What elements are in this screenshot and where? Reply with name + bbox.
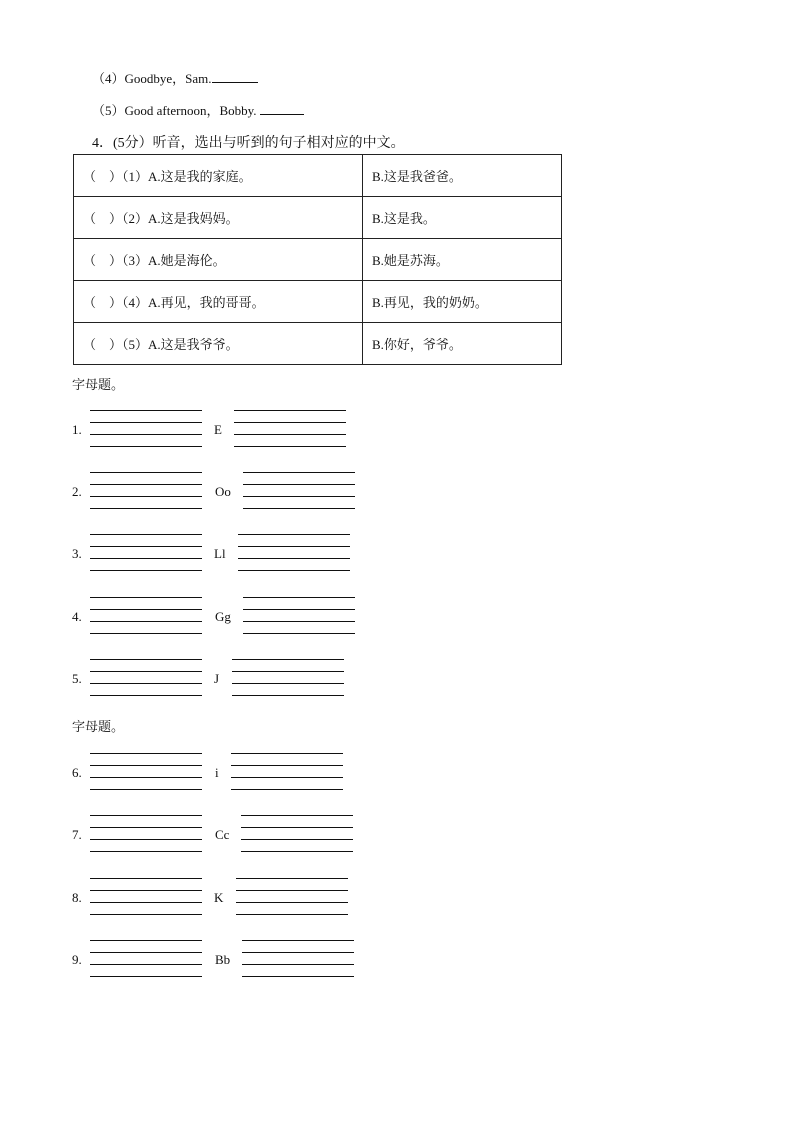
exercise-number: 8. bbox=[72, 890, 82, 905]
item-5 bbox=[92, 100, 304, 119]
letter-prompt: Bb bbox=[215, 952, 231, 967]
section-2-title: 字母题。 bbox=[72, 719, 125, 734]
table-row bbox=[74, 323, 562, 365]
writing-lines-left[interactable] bbox=[90, 753, 202, 790]
question-4-title: 4．(5分）听音，选出与听到的句子相对应的中文。 bbox=[92, 136, 405, 151]
writing-lines-right[interactable] bbox=[236, 878, 348, 915]
writing-lines-right[interactable] bbox=[243, 472, 355, 509]
option-a-cell[interactable]: （ ）（5）A.这是我爷爷。 bbox=[74, 323, 363, 365]
option-a-cell[interactable]: （ ）（4）A.再见，我的哥哥。 bbox=[74, 281, 363, 323]
letter-prompt: Gg bbox=[215, 609, 231, 624]
item-5-blank[interactable] bbox=[260, 104, 304, 115]
writing-lines-right[interactable] bbox=[231, 753, 343, 790]
option-a-cell[interactable]: （ ）（2）A.这是我妈妈。 bbox=[74, 197, 363, 239]
writing-lines-left[interactable] bbox=[90, 878, 202, 915]
letter-prompt: Oo bbox=[215, 484, 231, 499]
table-row bbox=[74, 281, 562, 323]
exercise-number: 4. bbox=[72, 609, 82, 624]
exercise-number: 6. bbox=[72, 765, 82, 780]
exercise-number: 2. bbox=[72, 484, 82, 499]
exercise-number: 9. bbox=[72, 952, 82, 967]
exercise-number: 5. bbox=[72, 671, 82, 686]
option-b-cell[interactable]: B.这是我爸爸。 bbox=[363, 155, 562, 197]
item-4-text: （4）Goodbye，Sam. bbox=[92, 71, 212, 86]
question-4-table bbox=[73, 154, 562, 365]
option-a-cell[interactable]: （ ）（1）A.这是我的家庭。 bbox=[74, 155, 363, 197]
letter-prompt: E bbox=[214, 422, 222, 437]
table-row bbox=[74, 155, 562, 197]
section-1-title: 字母题。 bbox=[72, 377, 125, 392]
writing-lines-left[interactable] bbox=[90, 472, 202, 509]
writing-lines-right[interactable] bbox=[234, 410, 346, 447]
option-b-cell[interactable]: B.再见，我的奶奶。 bbox=[363, 281, 562, 323]
writing-lines-right[interactable] bbox=[243, 597, 355, 634]
table-row bbox=[74, 239, 562, 281]
option-a-cell[interactable]: （ ）（3）A.她是海伦。 bbox=[74, 239, 363, 281]
item-4-blank[interactable] bbox=[212, 72, 258, 83]
letter-prompt: i bbox=[215, 765, 219, 780]
writing-lines-right[interactable] bbox=[241, 815, 353, 852]
writing-lines-right[interactable] bbox=[232, 659, 344, 696]
writing-lines-left[interactable] bbox=[90, 597, 202, 634]
writing-lines-left[interactable] bbox=[90, 659, 202, 696]
exercise-number: 1. bbox=[72, 422, 82, 437]
option-b-cell[interactable]: B.你好，爷爷。 bbox=[363, 323, 562, 365]
letter-prompt: Ll bbox=[214, 546, 226, 561]
writing-lines-left[interactable] bbox=[90, 410, 202, 447]
option-b-cell[interactable]: B.这是我。 bbox=[363, 197, 562, 239]
exercise-number: 7. bbox=[72, 827, 82, 842]
writing-lines-left[interactable] bbox=[90, 534, 202, 571]
writing-lines-right[interactable] bbox=[238, 534, 350, 571]
table-row bbox=[74, 197, 562, 239]
letter-prompt: J bbox=[214, 671, 220, 686]
option-b-cell[interactable]: B.她是苏海。 bbox=[363, 239, 562, 281]
writing-lines-right[interactable] bbox=[242, 940, 354, 977]
item-5-text: （5）Good afternoon，Bobby. bbox=[92, 103, 260, 118]
item-4 bbox=[92, 68, 258, 87]
writing-lines-left[interactable] bbox=[90, 940, 202, 977]
exercise-number: 3. bbox=[72, 546, 82, 561]
letter-prompt: Cc bbox=[215, 827, 230, 842]
letter-prompt: K bbox=[214, 890, 224, 905]
writing-lines-left[interactable] bbox=[90, 815, 202, 852]
